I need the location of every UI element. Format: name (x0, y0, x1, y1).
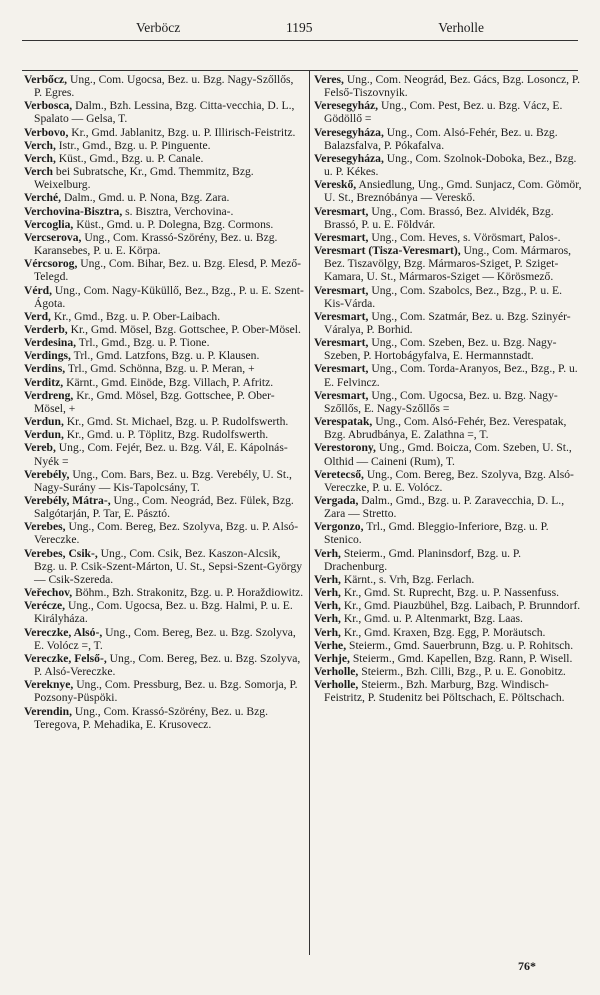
entry-text: Ung., Com. Szabolcs, Bez., Bzg., P. u. E. Kis-Várda. (324, 283, 562, 310)
entry-text: Ung., Com. Krassó-Szörény, Bez. u. Bzg. Karansebes, P. u. E. Körpa. (34, 230, 278, 258)
right-column (314, 73, 584, 705)
gazetteer-entry (24, 428, 304, 441)
entry-name: Vércsorog, (24, 257, 78, 271)
entry-text: Steierm., Bzh. Marburg, Bzg. Windisch-Feistritz, P. Studenitz bei Pöltschach, E. Pöltschach. (324, 678, 565, 705)
entry-text: Dalm., Bzh. Lessina, Bzg. Citta-vecchia, D. L., Spalato — Gelsa, T. (34, 99, 295, 126)
entry-name: Veresmart, (314, 336, 369, 350)
entry-text: Ung., Com. Pressburg, Bez. u. Bzg. Somorja, P. Pozsony-Püspöki. (34, 678, 298, 705)
entry-name: Verebély, Mátra-, (24, 494, 111, 507)
entry-name: Verdun, (24, 415, 64, 429)
signature-mark: 76* (518, 959, 536, 973)
entry-name: Verd, (24, 309, 51, 323)
gazetteer-entry (314, 362, 584, 388)
gazetteer-entry (24, 652, 304, 678)
entry-name: Verditz, (24, 375, 64, 389)
column-divider (309, 70, 310, 955)
gazetteer-entry (314, 310, 584, 336)
entry-name: Verchovina-Bisztra, (24, 204, 123, 218)
entry-text: Kr., Gmd. Kraxen, Bzg. Egg, P. Moräutsch. (343, 625, 546, 639)
entry-text: Ung., Com. Szatmár, Bez. u. Bzg. Szinyér-Váralya, P. Borhid. (324, 309, 571, 336)
entry-name: Verdins, (24, 362, 66, 376)
entry-name: Vergonzo, (314, 520, 364, 534)
gazetteer-entry (314, 547, 584, 573)
entry-text: Steierm., Gmd. Kapellen, Bzg. Rann, P. Wisell. (352, 651, 573, 665)
gazetteer-entry (24, 415, 304, 428)
gazetteer-entry (314, 415, 584, 441)
gazetteer-entry (314, 389, 584, 415)
entry-text: Dalm., Gmd. u. P. Nona, Bzg. Zara. (63, 191, 230, 205)
entry-text: bei Subratsche, Kr., Gmd. Themmitz, Bzg. Weixelburg. (34, 165, 254, 192)
gazetteer-entry (24, 441, 304, 467)
gazetteer-entry (24, 362, 304, 375)
entry-name: Veresmart, (314, 388, 369, 402)
entry-text: Ung., Com. Szolnok-Doboka, Bez., Bzg. u. P. Kékes. (324, 151, 577, 179)
gazetteer-entry (24, 323, 304, 336)
gazetteer-entry (314, 244, 584, 283)
gazetteer-entry (314, 639, 584, 652)
entry-name: Veresmart, (314, 362, 369, 376)
gazetteer-entry (314, 468, 584, 494)
entry-text: Kärnt., s. Vrh, Bzg. Ferlach. (343, 572, 475, 586)
gazetteer-entry (24, 310, 304, 323)
gazetteer-entry (314, 612, 584, 625)
entry-name: Verh, (314, 599, 341, 613)
entry-name: Verendin, (24, 704, 72, 718)
entry-name: Verhe, (314, 638, 347, 652)
entry-text: Kr., Gmd. Mösel, Bzg. Gottschee, P. Ober-Mösel. (70, 322, 301, 336)
entry-name: Verdreng, (24, 388, 74, 402)
entry-name: Verebes, Csik-, (24, 546, 98, 560)
entry-name: Veresmart, (314, 204, 369, 218)
left-column (24, 73, 304, 731)
gazetteer-entry (24, 547, 304, 586)
entry-name: Verh, (314, 572, 341, 586)
gazetteer-entry (314, 494, 584, 520)
gazetteer-entry (24, 99, 304, 125)
entry-name: Verbosca, (24, 99, 73, 113)
page-header (24, 20, 576, 40)
gazetteer-entry (314, 178, 584, 204)
entry-name: Vereknye, (24, 678, 74, 692)
gazetteer-entry (314, 573, 584, 586)
entry-text: Ung., Com. Nagy-Küküllő, Bez., Bzg., P. u. E. Szent-Ágota. (34, 283, 304, 310)
entry-name: Veresegyháza, (314, 125, 384, 139)
gazetteer-entry (314, 652, 584, 665)
entry-text: Kr., Gmd. Piauzbühel, Bzg. Laibach, P. Brunndorf. (343, 599, 581, 613)
entry-name: Vergada, (314, 494, 359, 507)
entry-text: Ung., Com. Neográd, Bez. Gács, Bzg. Losoncz, P. Felső-Tiszovnyik. (324, 73, 580, 100)
entry-text: Ung., Com. Neográd, Bez. Fülek, Bzg. Salgótarján, P. Tar, E. Pásztó. (34, 494, 294, 521)
entry-name: Verespatak, (314, 415, 373, 429)
entry-text: Kr., Gmd. u. P. Töplitz, Bzg. Rudolfswerth. (66, 428, 269, 442)
gazetteer-entry (24, 376, 304, 389)
gazetteer-entry (314, 231, 584, 244)
gazetteer-entry (24, 191, 304, 204)
gazetteer-entry (314, 99, 584, 125)
entry-text: Ansiedlung, Ung., Gmd. Sunjacz, Com. Gömör, U. St., Breznóbánya — Vereskő. (324, 178, 582, 205)
entry-name: Veresmart (Tisza-Veresmart), (314, 244, 461, 258)
gazetteer-entry (24, 349, 304, 362)
entry-text: Trl., Gmd. Latzfons, Bzg. u. P. Klausen. (73, 349, 260, 363)
entry-text: Ung., Com. Ugocsa, Bez. u. Bzg. Nagy-Szőllős, P. Egres. (34, 73, 294, 100)
gazetteer-entry (314, 284, 584, 310)
gazetteer-entry (314, 336, 584, 362)
gazetteer-entry (314, 205, 584, 231)
gazetteer-entry (24, 389, 304, 415)
entry-name: Veřechov, (24, 586, 73, 600)
entry-name: Verebes, (24, 520, 66, 534)
entry-name: Vérd, (24, 283, 53, 297)
entry-name: Vereskő, (314, 178, 357, 192)
entry-text: Ung., Com. Heves, s. Vörösmart, Palos-. (371, 230, 561, 244)
gazetteer-entry (24, 336, 304, 349)
entry-name: Verch (24, 165, 53, 179)
entry-text: Küst., Gmd., Bzg. u. P. Canale. (58, 151, 204, 165)
gazetteer-entry (314, 152, 584, 178)
entry-text: Ung., Com. Bereg, Bez. Szolyva, Bzg. u. P. Alsó-Vereczke. (34, 520, 299, 547)
entry-text: Kärnt., Gmd. Einöde, Bzg. Villach, P. Afritz. (66, 375, 274, 389)
entry-name: Verebély, (24, 467, 70, 481)
gazetteer-entry (314, 73, 584, 99)
entry-name: Verch, (24, 138, 56, 152)
gazetteer-entry (314, 126, 584, 152)
entry-name: Veresmart, (314, 283, 369, 297)
entry-name: Verdun, (24, 428, 64, 442)
entry-name: Veresegyháza, (314, 151, 384, 165)
entry-text: Steierm., Gmd. Sauerbrunn, Bzg. u. P. Rohitsch. (349, 638, 574, 652)
entry-text: Ung., Com. Fejér, Bez. u. Bzg. Vál, E. Kápolnás-Nyék = (34, 441, 288, 468)
gazetteer-entry (24, 152, 304, 165)
entry-text: Ung., Com. Brassó, Bez. Alvidék, Bzg. Brassó, P. u. E. Földvár. (324, 204, 554, 231)
gazetteer-entry (24, 705, 304, 731)
entry-name: Verbőcz, (24, 73, 68, 86)
entry-text: Ung., Com. Ugocsa, Bez. u. Bzg. Nagy-Szőllős, E. Nagy-Szőllős = (324, 388, 558, 415)
page-number: 1195 (286, 20, 313, 35)
entry-text: Steierm., Bzh. Cilli, Bzg., P. u. E. Gonobitz. (361, 665, 566, 679)
entry-text: Kr., Gmd. St. Michael, Bzg. u. P. Rudolfswerth. (66, 415, 289, 429)
entry-name: Verh, (314, 546, 341, 560)
entry-text: Steierm., Gmd. Planinsdorf, Bzg. u. P. Drachenburg. (324, 546, 521, 573)
entry-name: Verécze, (24, 599, 66, 613)
entry-text: Böhm., Bzh. Strakonitz, Bzg. u. P. Horaždiowitz. (75, 586, 304, 600)
entry-name: Verholle, (314, 665, 359, 679)
entry-text: Kr., Gmd. Jablanitz, Bzg. u. P. Illirisch-Feistritz. (71, 125, 296, 139)
gazetteer-entry (24, 231, 304, 257)
entry-name: Veres, (314, 73, 344, 86)
gazetteer-entry (314, 678, 584, 704)
gazetteer-entry (314, 441, 584, 467)
entry-text: Ung., Com. Bereg, Bez. Szolyva, Bzg. Alsó-Vereczke, P. u. E. Volócz. (324, 467, 574, 494)
entry-name: Veresmart, (314, 309, 369, 323)
header-right-keyword: Verholle (438, 20, 484, 35)
entry-name: Verh, (314, 586, 341, 600)
entry-name: Verh, (314, 612, 341, 626)
entry-text: Ung., Com. Bihar, Bez. u. Bzg. Elesd, P. Mező-Telegd. (34, 257, 302, 284)
gazetteer-entry (24, 205, 304, 218)
column-top-rule (22, 70, 578, 71)
gazetteer-entry (24, 218, 304, 231)
gazetteer-entry (314, 520, 584, 546)
entry-text: Ung., Com. Pest, Bez. u. Bzg. Vácz, E. Gödöllő = (324, 99, 563, 126)
entry-text: Trl., Gmd. Bleggio-Inferiore, Bzg. u. P. Stenico. (324, 520, 549, 547)
entry-name: Vereczke, Felső-, (24, 651, 107, 665)
entry-text: Ung., Com. Mármaros, Bez. Tiszavölgy, Bzg. Mármaros-Sziget, P. Sziget-Kamara, U. St., Mármaros-Sziget — Körösmező. (324, 244, 572, 284)
gazetteer-entry (314, 626, 584, 639)
entry-name: Veresmart, (314, 230, 369, 244)
header-rule (22, 40, 578, 41)
entry-name: Verhje, (314, 651, 350, 665)
entry-name: Vereczke, Alsó-, (24, 625, 103, 639)
entry-text: Küst., Gmd. u. P. Dolegna, Bzg. Cormons. (76, 217, 274, 231)
entry-name: Verestorony, (314, 441, 376, 455)
gazetteer-entry (24, 678, 304, 704)
entry-text: Ung., Com. Bars, Bez. u. Bzg. Verebély, U. St., Nagy-Surány — Kis-Tapolcsány, T. (34, 467, 292, 494)
entry-text: Trl., Gmd., Bzg. u. P. Tione. (78, 336, 210, 350)
entry-text: Ung., Gmd. Boicza, Com. Szeben, U. St., Olthid — Caineni (Rum), T. (324, 441, 572, 468)
entry-name: Verché, (24, 191, 62, 205)
entry-name: Verderb, (24, 322, 68, 336)
entry-text: Ung., Com. Bereg, Bez. u. Bzg. Szolyva, E. Volócz =, T. (34, 625, 296, 652)
entry-text: Trl., Gmd. Schönna, Bzg. u. P. Meran, + (67, 362, 255, 376)
entry-text: Ung., Com. Torda-Aranyos, Bez., Bzg., P. u. E. Felvincz. (324, 362, 578, 389)
entry-text: Ung., Com. Krassó-Szörény, Bez. u. Bzg. Teregova, P. Mehadika, E. Krusovecz. (34, 704, 268, 731)
gazetteer-entry (314, 586, 584, 599)
gazetteer-entry (24, 468, 304, 494)
gazetteer-entry (24, 284, 304, 310)
entry-text: Ung., Com. Ugocsa, Bez. u. Bzg. Halmi, P. u. E. Királyháza. (34, 599, 293, 626)
entry-text: Kr., Gmd. Mösel, Bzg. Gottschee, P. Ober-Mösel, + (34, 388, 275, 415)
entry-text: Dalm., Gmd., Bzg. u. P. Zaravecchia, D. L., Zara — Stretto. (324, 494, 565, 521)
entry-name: Veresegyház, (314, 99, 379, 113)
entry-name: Verdings, (24, 349, 71, 363)
entry-name: Verdesina, (24, 336, 77, 350)
entry-name: Vereb, (24, 441, 56, 455)
entry-text: Ung., Com. Szeben, Bez. u. Bzg. Nagy-Szeben, P. Hortobágyfalva, E. Hermannstadt. (324, 336, 557, 363)
gazetteer-entry (24, 494, 304, 520)
gazetteer-entry (24, 520, 304, 546)
entry-text: Kr., Gmd. St. Ruprecht, Bzg. u. P. Nassenfuss. (343, 586, 559, 600)
entry-text: Kr., Gmd. u. P. Altenmarkt, Bzg. Laas. (343, 612, 523, 626)
gazetteer-entry (314, 599, 584, 612)
gazetteer-entry (314, 665, 584, 678)
gazetteer-entry (24, 257, 304, 283)
gazetteer-entry (24, 139, 304, 152)
entry-name: Vercoglia, (24, 217, 74, 231)
entry-name: Verh, (314, 625, 341, 639)
entry-name: Veretecső, (314, 467, 364, 481)
entry-text: Ung., Com. Alsó-Fehér, Bez. Verespatak, Bzg. Abrudbánya, E. Zalathna =, T. (324, 415, 567, 442)
entry-name: Verbovo, (24, 125, 69, 139)
header-left-keyword: Verböcz (136, 20, 181, 35)
entry-name: Verch, (24, 151, 56, 165)
entry-text: Kr., Gmd., Bzg. u. P. Ober-Laibach. (53, 309, 221, 323)
entry-text: Ung., Com. Bereg, Bez. u. Bzg. Szolyva, P. Alsó-Vereczke. (34, 651, 301, 679)
gazetteer-entry (24, 126, 304, 139)
entry-text: Ung., Com. Alsó-Fehér, Bez. u. Bzg. Balazsfalva, P. Pókafalva. (324, 125, 558, 152)
gazetteer-entry (24, 165, 304, 191)
gazetteer-entry (24, 599, 304, 625)
entry-text: Istr., Gmd., Bzg. u. P. Pinguente. (58, 138, 211, 152)
entry-text: Ung., Com. Csik, Bez. Kaszon-Alcsik, Bzg. u. P. Csik-Szent-Márton, U. St., Sepsi-Szent-György — Csik-Szereda. (34, 546, 303, 586)
gazetteer-entry (24, 626, 304, 652)
gazetteer-entry (24, 73, 304, 99)
entry-name: Vercserova, (24, 230, 82, 244)
entry-name: Verholle, (314, 678, 359, 692)
gazetteer-entry (24, 586, 304, 599)
entry-text: s. Bisztra, Verchovina-. (125, 204, 234, 218)
